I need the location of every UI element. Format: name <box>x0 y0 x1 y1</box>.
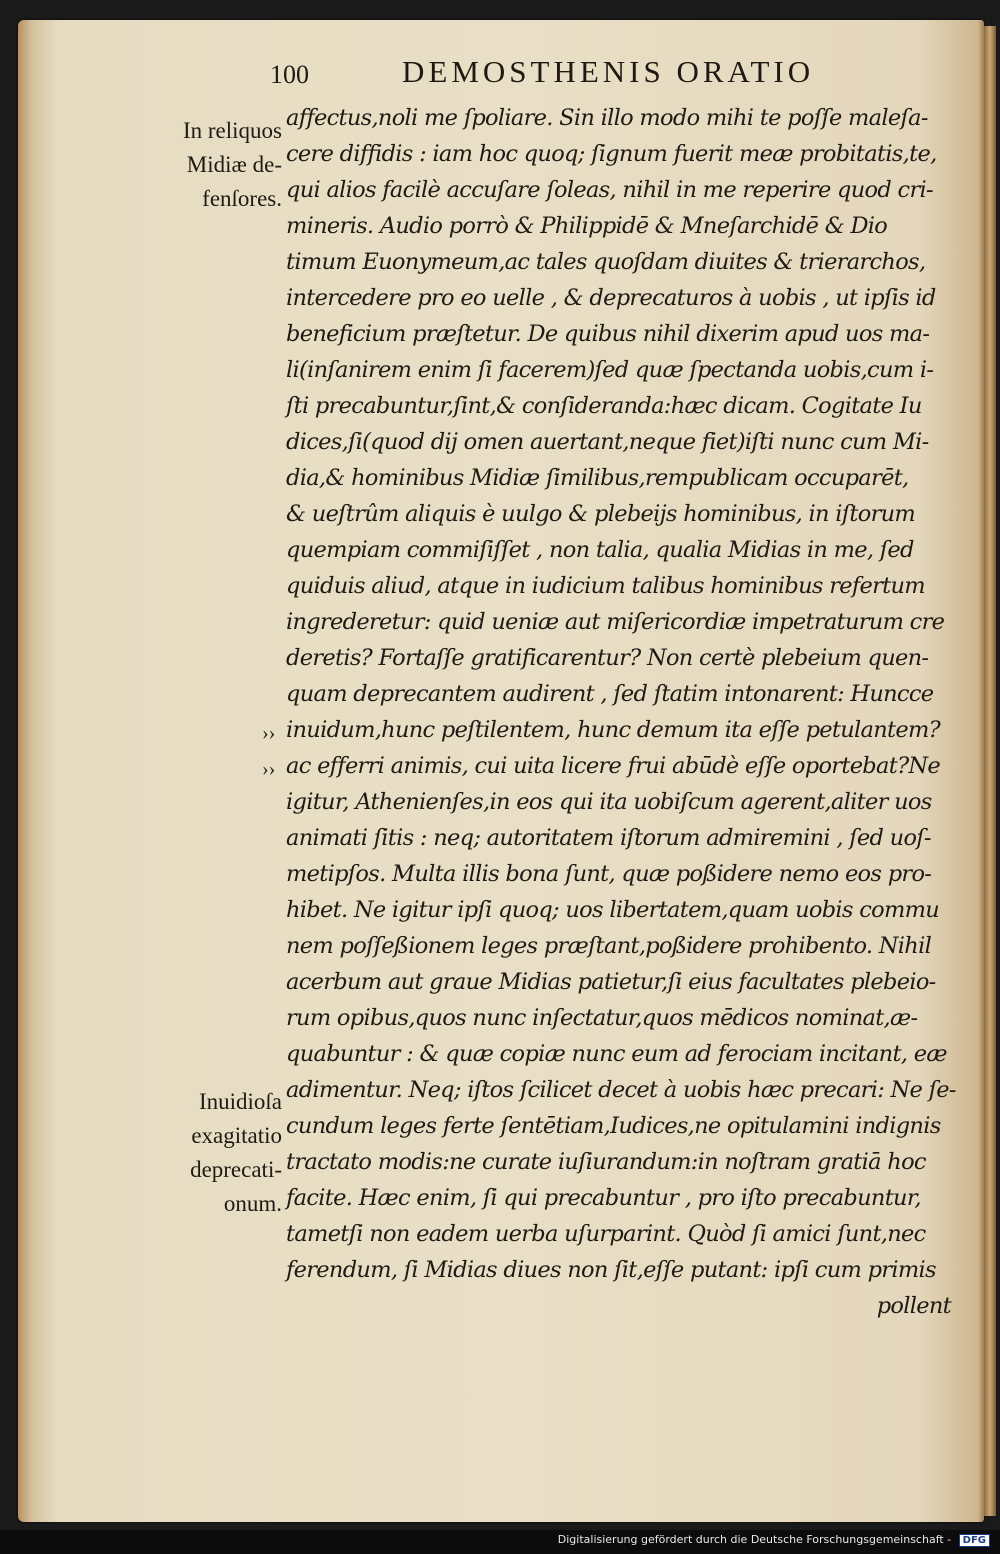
text-line: igitur, Athenienſes,in eos qui ita uobiſcum agerent,aliter uos <box>286 789 932 815</box>
page-number: 100 <box>270 60 309 89</box>
text-line: facite. Hæc enim, ſi qui precabuntur , pro iſto precabuntur, <box>286 1185 921 1211</box>
marginal-note-line: Midiæ de- <box>186 152 282 177</box>
quotation-mark: ›› <box>262 758 276 780</box>
marginal-note-line: onum. <box>223 1191 282 1216</box>
text-line: mineris. Audio porrò & Philippidē & Mneſarchidē & Dio <box>286 213 888 239</box>
text-line: hibet. Ne igitur ipſi quoq; uos libertatem,quam uobis commu <box>286 897 940 923</box>
text-line: metipſos. Multa illis bona ſunt, quæ poßidere nemo eos pro- <box>286 861 932 887</box>
text-line: deretis? Fortaſſe gratificarentur? Non certè plebeium quen- <box>286 645 929 671</box>
funding-credit-text: Digitalisierung gefördert durch die Deutsche Forschungsgemeinschaft - <box>557 1533 952 1546</box>
marginal-note-line: exagitatio <box>191 1123 282 1148</box>
marginal-note-line: deprecati- <box>190 1157 282 1182</box>
text-line: tractato modis:ne curate iuſiurandum:in noſtram gratiā hoc <box>286 1149 926 1175</box>
text-line: adimentur. Neq; iſtos ſcilicet decet à uobis hæc precari: Ne ſe- <box>286 1077 956 1103</box>
text-line: ingrederetur: quid ueniæ aut miſericordiæ impetraturum cre <box>286 609 945 635</box>
text-line: ferendum, ſi Midias diues non ſit,eſſe putant: ipſi cum primis <box>286 1257 936 1283</box>
marginal-note-exagitatio <box>150 1085 282 1221</box>
marginal-note-line: Inuidioſa <box>198 1089 282 1114</box>
text-line: beneficium præſtetur. De quibus nihil dixerim apud uos ma- <box>286 321 930 347</box>
text-line: animati ſitis : neq; autoritatem iſtorum admiremini , ſed uoſ- <box>286 825 931 851</box>
text-line: cundum leges ferte ſentētiam,Iudices,ne opitulamini indignis <box>286 1113 941 1139</box>
marginal-note-line: In reliquos <box>182 118 282 143</box>
text-line: inuidum,hunc peſtilentem, hunc demum ita eſſe petulantem? <box>286 717 940 743</box>
footer-bar <box>0 1530 1000 1554</box>
quotation-mark: ›› <box>262 722 276 744</box>
funding-credit <box>558 1533 990 1547</box>
text-line: acerbum aut graue Midias patietur,ſi eius facultates plebeio- <box>286 969 936 995</box>
text-line: ac efferri animis, cui uita licere frui abūdè eſſe oportebat?Ne <box>286 753 941 779</box>
marginal-note-line: fenſores. <box>202 186 282 211</box>
text-line: qui alios facilè accuſare ſoleas, nihil in me reperire quod cri- <box>286 177 933 203</box>
text-line: quiduis aliud, atque in iudicium talibus hominibus refertum <box>286 573 925 599</box>
running-title: DEMOSTHENIS ORATIO <box>402 54 815 89</box>
text-line: timum Euonymeum,ac tales quoſdam diuites & trierarchos, <box>286 249 926 275</box>
text-line: quempiam commiſiſſet , non talia, qualia Midias in me, ſed <box>286 537 914 563</box>
text-line: dia,& hominibus Midiæ ſimilibus,rempublicam occuparēt, <box>286 465 909 491</box>
text-line: affectus,noli me ſpoliare. Sin illo modo mihi te poſſe maleſa- <box>286 105 928 131</box>
text-line: rum opibus,quos nunc inſectatur,quos mēdicos nominat,æ- <box>286 1005 918 1031</box>
page-edge <box>984 26 996 1516</box>
text-line: quam deprecantem audirent , ſed ſtatim intonarent: Huncce <box>286 681 934 707</box>
text-line: ſti precabuntur,ſint,& conſideranda:hæc dicam. Cogitate Iu <box>286 393 922 419</box>
text-line: nem poſſeßionem leges præſtant,poßidere prohibento. Nihil <box>286 933 932 959</box>
text-line: tametſi non eadem uerba uſurparint. Quòd ſi amici ſunt,nec <box>286 1221 926 1247</box>
catchword: pollent <box>876 1293 951 1319</box>
text-line: quabuntur : & quæ copiæ nunc eum ad ferociam incitant, eæ <box>286 1041 947 1067</box>
body-text <box>286 100 956 1324</box>
text-line: dices,ſi(quod dij omen auertant,neque fiet)iſti nunc cum Mi- <box>286 429 929 455</box>
text-line: li(inſanirem enim ſi facerem)ſed quæ ſpectanda uobis,cum i- <box>286 357 934 383</box>
marginal-note-defensores <box>150 114 282 216</box>
text-line: cere diffidis : iam hoc quoq; ſignum fuerit meæ probitatis,te, <box>286 141 937 167</box>
text-line: & ueſtrûm aliquis è uulgo & plebeijs hominibus, in iſtorum <box>286 501 916 527</box>
text-line: intercedere pro eo uelle , & deprecaturos à uobis , ut ipſis id <box>286 285 936 311</box>
dfg-logo-icon: DFG <box>959 1534 990 1547</box>
